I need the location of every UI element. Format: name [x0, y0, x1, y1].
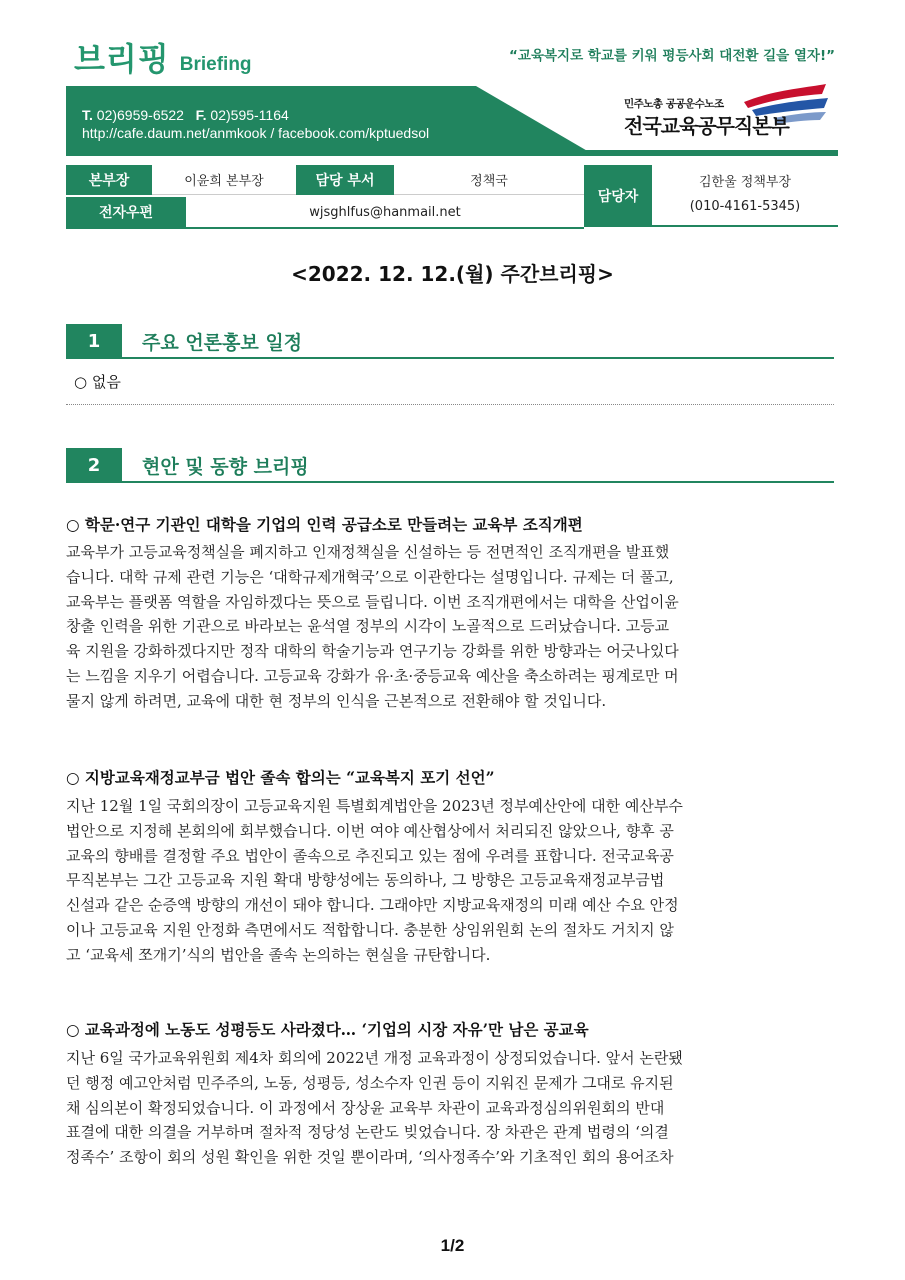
section-1-item: ○ 없음 [74, 373, 121, 391]
email-label: 전자우편 [66, 197, 186, 227]
section-1-number: 1 [66, 324, 122, 358]
body-line: 무직본부는 그간 고등교육 지원 확대 방향성에는 동의하나, 그 방향은 고등교육재정교부금법 [66, 871, 665, 890]
section-1-divider [66, 404, 834, 405]
brand-korean: 브리핑 [74, 40, 170, 78]
brand [74, 34, 252, 80]
contact-links[interactable]: http://cafe.daum.net/anmkook / facebook.com/kptuedsol [82, 125, 430, 141]
contact-person [652, 165, 838, 227]
body-line: 습니다. 대학 규제 관련 기능은 ‘대학규제개혁국’으로 이관한다는 설명입니다. 규제는 더 풀고, [66, 567, 674, 586]
slogan: “교육복지로 학교를 키워 평등사회 대전환 길을 열자!” [509, 48, 835, 64]
body-line: 이나 고등교육 지원 안정화 측면에서도 적합합니다. 충분한 상임위원회 논의 절차도 거치지 않 [66, 920, 674, 939]
body-line: 는 느낌을 지우기 어렵습니다. 고등교육 강화가 유·초·중등교육 예산을 축소하려는 핑계로만 머 [66, 666, 679, 685]
briefing-body-2 [66, 794, 846, 968]
page-number: 1/2 [440, 1236, 465, 1255]
briefing-heading-1: ○ 학문·연구 기관인 대학을 기업의 인력 공급소로 만들려는 교육부 조직개편 [66, 515, 583, 534]
section-1-underline [66, 357, 834, 359]
body-line: 육 지원을 강화하겠다지만 정작 대학의 학술기능과 연구기능 강화를 위한 방향과는 어긋나있다 [66, 642, 679, 661]
dept-label: 담당 부서 [296, 165, 394, 195]
contact-label: 담당자 [584, 165, 652, 227]
body-line: 신설과 같은 순증액 방향의 개선이 돼야 합니다. 그래야만 지방교육재정의 미래 예산 수요 안정 [66, 896, 679, 915]
brand-english: Briefing [179, 54, 252, 75]
contact-name: 김한울 정책부장 [698, 175, 792, 190]
briefing-body-1 [66, 540, 846, 714]
body-line: 던 행정 예고안처럼 민주주의, 노동, 성평등, 성소수자 인권 등이 지워진 문제가 그대로 유지된 [66, 1073, 674, 1092]
phone-number: 02)6959-6522 [96, 107, 184, 123]
body-line: 법안으로 지정해 본회의에 회부했습니다. 이번 여야 예산협상에서 처리되진 않았으나, 향후 공 [66, 821, 674, 840]
contact-phone: (010-4161-5345) [689, 199, 801, 214]
fax-number: 02)595-1164 [210, 107, 289, 123]
body-line: 채 심의본이 확정되었습니다. 이 과정에서 장상윤 교육부 차관이 교육과정심의위원회의 반대 [66, 1098, 665, 1117]
head-label: 본부장 [66, 165, 152, 195]
contact-block [82, 106, 429, 142]
body-line: 고 ‘교육세 쪼개기’식의 법안을 졸속 논의하는 현실을 규탄합니다. [66, 945, 491, 964]
body-line: 지난 12월 1일 국회의장이 고등교육지원 특별회계법안을 2023년 정부예산안에 대한 예산부수 [66, 797, 683, 815]
body-line: 정족수’ 조항이 회의 성원 확인을 위한 것일 뿐이라며, ‘의사정족수’와 기초적인 회의 용어조차 [66, 1148, 674, 1167]
section-2-title: 현안 및 동향 브리핑 [142, 456, 309, 478]
org-affiliation: 민주노총 공공운수노조 [624, 98, 724, 110]
body-line: 창출 인력을 위한 기관으로 바라보는 윤석열 정부의 시각이 노골적으로 드러났습니다. 고등교 [66, 617, 670, 636]
briefing-heading-3: ○ 교육과정에 노동도 성평등도 사라졌다… ‘기업의 시장 자유’만 남은 공교육 [66, 1020, 589, 1039]
fax-label: F. [195, 107, 207, 123]
org-name: 전국교육공무직본부 [624, 114, 789, 138]
body-line: 교육의 향배를 결정할 주요 법안이 졸속으로 추진되고 있는 점에 우려를 표합니다. 전국교육공 [66, 846, 674, 865]
section-1-title: 주요 언론홍보 일정 [142, 332, 303, 354]
email-value[interactable]: wjsghlfus@hanmail.net [186, 197, 584, 227]
body-line: 교육부는 플랫폼 역할을 자임하겠다는 뜻으로 들립니다. 이번 조직개편에서는 대학을 산업이윤 [66, 592, 679, 611]
section-2-underline [66, 481, 834, 483]
body-line: 교육부가 고등교육정책실을 폐지하고 인재정책실을 신설하는 등 전면적인 조직개편을 발표했 [66, 543, 670, 561]
briefing-body-3 [66, 1046, 846, 1170]
section-2-number: 2 [66, 448, 122, 482]
body-line: 지난 6일 국가교육위원회 제4차 회의에 2022년 개정 교육과정이 상정되었습니다. 앞서 논란됐 [66, 1049, 683, 1067]
briefing-heading-2: ○ 지방교육재정교부금 법안 졸속 합의는 “교육복지 포기 선언” [66, 768, 495, 787]
head-value: 이윤희 본부장 [152, 165, 296, 195]
body-line: 물지 않게 하려면, 교육에 대한 현 정부의 인식을 근본적으로 전환해야 할 것입니다. [66, 691, 607, 710]
dept-value: 정책국 [394, 165, 584, 195]
info-table [66, 165, 838, 227]
body-line: 표결에 대한 의결을 거부하며 절차적 정당성 논란도 빚었습니다. 장 차관은 관계 법령의 ‘의결 [66, 1123, 669, 1142]
phone-label: T. [82, 107, 93, 123]
document-title: <2022. 12. 12.(월) 주간브리핑> [291, 262, 614, 286]
